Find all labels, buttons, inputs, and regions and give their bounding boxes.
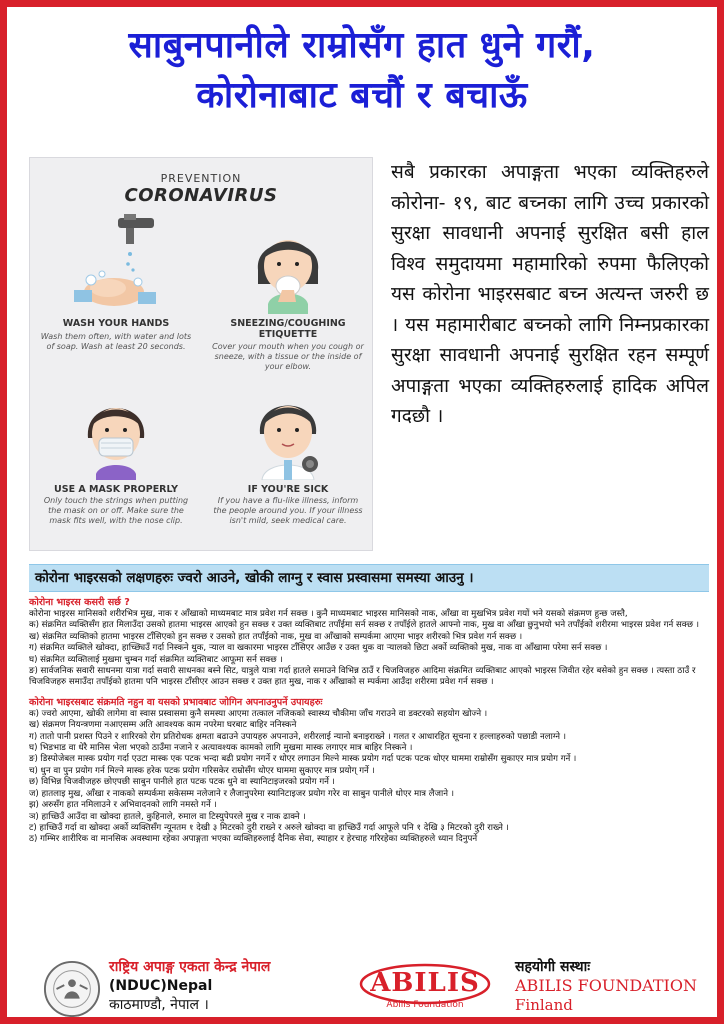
tile-sick-title: IF YOU'RE SICK (247, 484, 329, 495)
tile-wash-hands (30, 214, 202, 386)
content-body (29, 596, 709, 846)
section1-item: कोरोना भाइरस मानिसको शरीरभित्र मुख, नाक र आँखाको माध्यमबाट मात्र प्रवेश गर्न सक्छ । कुनै माध्यमबाट भाइरस मानिसको नाक, आँखा वा मुखभित्र प्रवेश गयों भने यसको संक्रमण हुन्छ जस्तै, (29, 609, 628, 619)
poster-title (21, 21, 703, 121)
abilis-wordmark: ABILIS (370, 968, 480, 998)
tile-sneezing (202, 214, 374, 386)
face-mask-icon (66, 380, 166, 480)
tile-mask (30, 380, 202, 552)
nduc-name-nepali: राष्ट्रिय अपाङ्ग एकता केन्द्र नेपाल (109, 959, 271, 975)
footer (29, 958, 709, 1018)
nduc-logo-icon (43, 960, 101, 1018)
section1-item: ग) संक्रमित व्यक्तिले खोक्दा, हाच्छ्यिउँ गर्दा निस्कने थुक, ऱ्याल वा खकारमा भाइरस टाँसिएर आउँछ र उक्त थुक वा ऱ्यालको छिटा अर्को व्यक्तिको मुख, नाक वा आँखामा परेमा सर्न सक्छ । (29, 643, 608, 654)
section1-item: ख) संक्रमित व्यक्तिको हातमा भाइरस टाँसिएको हुन सक्छ र उसको हात तपाँईको नाक, मुख वा आँखाको सम्पर्कमा आएमा भाइर शरीरको भित्र प्रवेश गर्न सक्छ । (29, 631, 523, 642)
tile-wash-desc: Wash them often, with water and lots of soap. Wash at least 20 seconds. (40, 332, 192, 351)
section2-item: ज) हातलाइ मुख, आँखा र नाकको सम्पर्कमा सकेसम्म नलेजाने र लैजानुपरेमा स्यानिटाइजर प्रयोग गरेर वा साबुन पानीले धोएर मात्र लैजाने । (29, 788, 454, 799)
doctor-icon (238, 380, 338, 480)
tile-mask-desc: Only touch the strings when putting the mask on or off. Make sure the mask fits well, with the nose clip. (43, 496, 189, 525)
section2-item: ञ) हाच्छिउँ आउँदा वा खोक्दा हातले, कुहिनाले, रुमाल वा टिस्युपेपरले मुख र नाक ढाक्ने । (29, 811, 306, 822)
section2-item: ट) हाच्छिउँ गर्दा वा खोक्दा अर्को व्यक्तिसँग न्यूनतम १ देखी ३ मिटरको दुरी राख्ने र अरुले खोक्दा वा हाच्छिउँ गर्दा आफूले पनि १ देखि ३ मिटरको दुरी राख्ने । (29, 822, 509, 833)
section1-item: घ) संक्रमित व्यक्तिलाई मुखमा चुम्बन गर्दा संक्रमित व्यक्तिबाट आफूमा सर्न सक्छ । (29, 654, 283, 665)
section2-item: घ) भिडभाड वा धेरै मानिस भेला भएको ठाउँमा नजाने र अत्यावश्यक कामको लागि मुखमा मास्क लगाएर मात्र बाहिर निस्कने । (29, 743, 413, 754)
infographic-heading: CORONAVIRUS (124, 185, 278, 206)
section1-item: क) संक्रमित व्यक्तिसँग हात मिलाउँदा उसको हातमा भाइरस आएको हुन सक्छ र उक्त व्यक्तिबाट तपाँईमा सर्न सक्छ र तपाँईले हातले आफ्नो नाक, मुख वा आँखा छुनुभयो भने तपाँईको शरीरमा भाइरस प्रवेश गर्न सक्छ । (29, 620, 700, 631)
wash-hands-icon (66, 214, 166, 314)
nduc-name-english: (NDUC)Nepal (109, 978, 213, 994)
section2-item: ग) तातो पानी प्रशस्त पिउने र शारिरको रोग प्रतिरोधक क्षमता बढाउने उपायहरु अपनाउने, शरीरलाई न्यानो बनाइराख्ने । गलत र आधारहित सूचना र हल्लाहरुको पछाडी नलाग्ने । (29, 731, 566, 742)
support-label: सहयोगी सस्थाः (515, 959, 591, 975)
nduc-location: काठमाण्डौ, नेपाल । (109, 997, 209, 1013)
sneezing-icon (238, 214, 338, 314)
section2-heading: कोरोना भाइरसबाट संक्रमति नहुन वा यसको प्रभावबाट जोगिन अपनाउनुपर्ने उपायहरुः (29, 696, 323, 708)
section1-heading: कोरोना भाइरस कसरी सर्छ ? (29, 597, 130, 608)
infographic-header (30, 172, 372, 206)
section2-item: ठ) गम्भिर शारीरिक वा मानसिक अवस्थामा रहेका अपाङ्गता भएका व्यक्तिहरुलाई दैनिक सेवा, स्याहार र हेरचाह गरिरहेका व्यक्तिहरुले ध्यान दिनुपर्ने (29, 834, 478, 845)
section2-item: ख) संक्रमण नियन्त्रणमा नआएसम्म अति आवश्यक काम नपरेमा घरबाट बाहिर ननिस्कने (29, 720, 297, 731)
section2-item: झ) अरुसँग हात नमिलाउने र अभिवादनको लागि नमस्ते गर्ने । (29, 800, 217, 811)
section2-item: क) ज्वरो आएमा, खोकी लागेमा वा स्वास प्रस्वासमा कुनै समस्या आएमा तत्काल नजिकको स्वास्थ्य चौकीमा जाँच गराउने वा डक्टरको सहयोग खोज्ने । (29, 708, 488, 719)
tile-mask-title: USE A MASK PROPERLY (54, 484, 178, 495)
section2-item: ङ) डिस्पोजेबल मास्क प्रयोग गर्दा एउटा मास्क एक पटक भन्दा बढी प्रयोग नगर्ने र धोएर लगाउन मिल्ने मास्क प्रयोग गर्दा पटक पटक धोएर घाममा राम्रोसँग सुकाएर मात्र प्रयोग गर्ने । (29, 754, 577, 765)
support-country: Finland (515, 996, 573, 1014)
intro-paragraph: सबै प्रकारका अपाङ्गता भएका व्यक्तिहरुले कोरोना- १९, बाट बच्नका लागि उच्च प्रकारको सुरक्षा सावधानी अपनाई सुरक्षित बसी हाल विश्व समुदायमा महामारिको रुपमा फैलिएको यस कोरोना भाइरसबाट बच्न अत्यन्त जरुरी छ । यस महामारीबाट बच्नको लागि निम्नप्रकारका सुरक्षा सावधानी अपनाई सुरक्षित रहन सम्पूर्ण अपाङ्गता भएका व्यक्तिहरुलाई हादिक अपिल गदछौ । (391, 161, 709, 427)
section2-item: च) धुन वा पुन प्रयोग गर्न मिल्ने मास्क हरेक पटक प्रयोग गरिसकेर राम्रोसँग धोएर घाममा सुकाएर मात्र प्रयोग् गर्ने । (29, 765, 375, 776)
tile-sneeze-title: SNEEZING/COUGHING ETIQUETTE (230, 318, 346, 340)
nduc-name-block (109, 958, 270, 1015)
abilis-subtext: Abilis Foundation (386, 1000, 464, 1010)
tile-sneeze-desc: Cover your mouth when you cough or sneeze, with a tissue or the inside of your elbow. (212, 342, 364, 371)
tile-sick (202, 380, 374, 552)
section1-item: ङ) सार्वजनिक सवारी साधनमा यात्रा गर्दा सवारी साधनका बस्ने सिट, यात्रुले यात्रा गर्दा हातले समाउने विभिन्न ठाउँ र चिजविजहरु आदिमा संक्रमित व्यक्तिबाट आएको भाइरस जिवीत रहेर बसेको हुन सक्छ । त्यस्ता ठाउँ र चिजविजहरु समाउँदा तपाँईको हातमा पनि भाइरस टाँसीएर आउन सक्छ र उक्त हात मुख, नाक र आँखाको स म्पर्कमा आउँदा शरीरमा प्रवेश गर्न सक्छ । (29, 666, 696, 688)
support-name: ABILIS FOUNDATION (515, 976, 697, 995)
section2-item: छ) विभिन्न चिजवीजहरु छोएपछी साबुन पानीले हात पटक पटक धुने वा स्यानिटाइजरको प्रयोग गर्ने । (29, 777, 335, 788)
title-line-2: कोरोनाबाट बचौं र बचाऊँ (196, 75, 528, 116)
tile-sick-desc: If you have a flu-like illness, inform the people around you. If your illness isn't mild, seek medical care. (213, 496, 363, 525)
prevention-infographic (29, 157, 373, 551)
title-line-1: साबुनपानीले राम्रोसँग हात धुने गरौं, (128, 25, 596, 66)
infographic-prefix: PREVENTION (160, 172, 242, 185)
tile-wash-title: WASH YOUR HANDS (62, 318, 170, 329)
support-block (515, 958, 697, 1015)
symptoms-banner: कोरोना भाइरसको लक्षणहरुः ज्वरो आउने, खोकी लाग्नु र स्वास प्रस्वासमा समस्या आउनु । (29, 564, 709, 592)
abilis-logo (355, 960, 495, 1016)
